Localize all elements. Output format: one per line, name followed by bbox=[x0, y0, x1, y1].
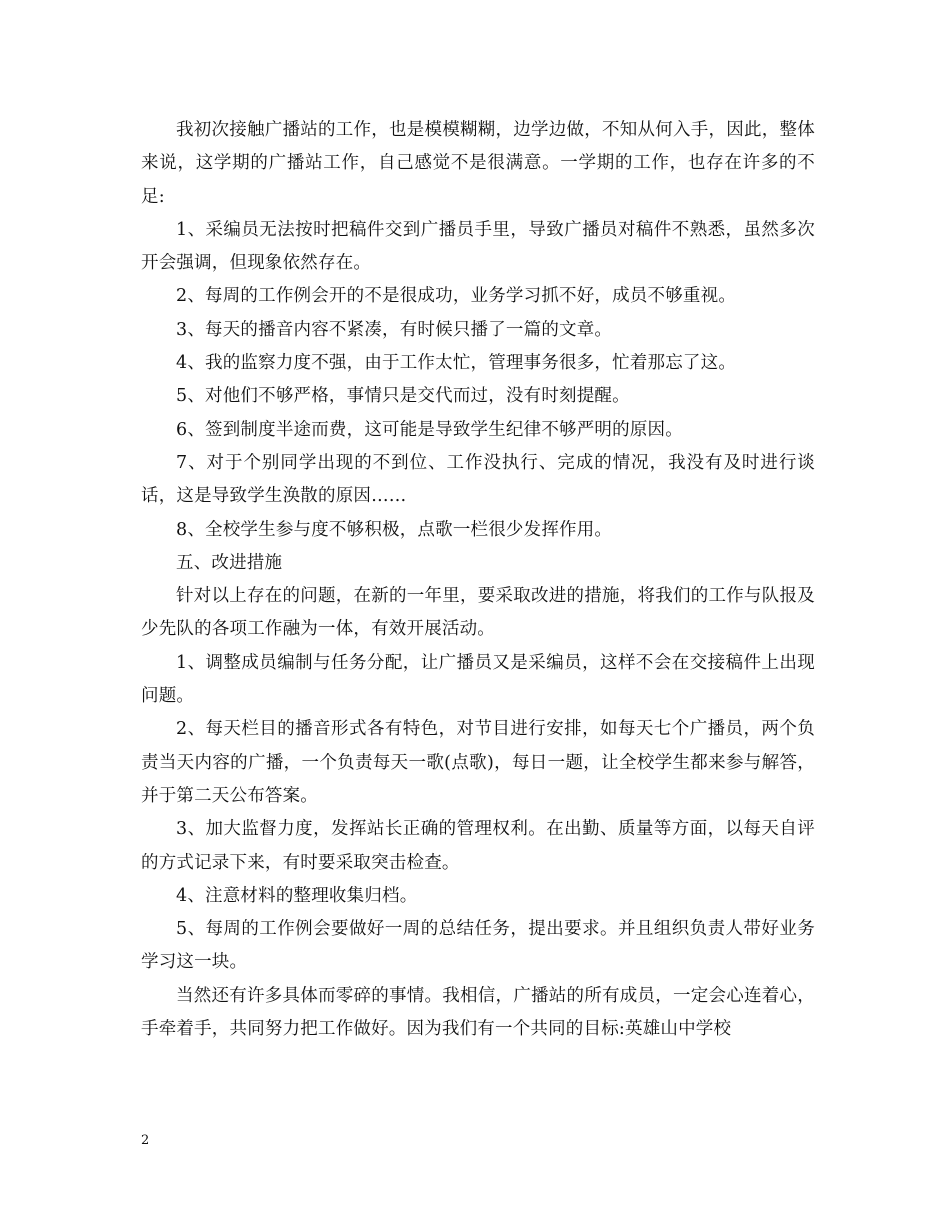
paragraph-measure-2: 2、每天栏目的播音形式各有特色，对节目进行安排，如每天七个广播员，两个负责当天内容的广播，一个负责每天一歌(点歌)，每日一题，让全校学生都来参与解答，并于第二天公布答案。 bbox=[141, 719, 815, 806]
section-heading-improvements: 五、改进措施 bbox=[176, 552, 283, 573]
paragraph-intro: 我初次接触广播站的工作，也是模模糊糊，边学边做，不知从何入手，因此，整体来说，这学期的广播站工作，自己感觉不是很满意。一学期的工作，也存在许多的不足: bbox=[141, 120, 815, 207]
paragraph-problem-5: 5、对他们不够严格，事情只是交代而过，没有时刻提醒。 bbox=[176, 386, 630, 407]
page-number: 2 bbox=[141, 1133, 150, 1148]
paragraph-problem-6: 6、签到制度半途而费，这可能是导致学生纪律不够严明的原因。 bbox=[176, 419, 683, 440]
paragraph-improvements-intro: 针对以上存在的问题，在新的一年里，要采取改进的措施，将我们的工作与队报及少先队的各项工作融为一体，有效开展活动。 bbox=[141, 586, 815, 640]
paragraph-problem-1: 1、采编员无法按时把稿件交到广播员手里，导致广播员对稿件不熟悉，虽然多次开会强调，但现象依然存在。 bbox=[141, 219, 815, 274]
paragraph-conclusion: 当然还有许多具体而零碎的事情。我相信，广播站的所有成员，一定会心连着心，手牵着手，共同努力把工作做好。因为我们有一个共同的目标:英雄山中学校 bbox=[141, 985, 815, 1040]
paragraph-measure-4: 4、注意材料的整理收集归档。 bbox=[176, 885, 418, 906]
paragraph-measure-3: 3、加大监督力度，发挥站长正确的管理权利。在出勤、质量等方面，以每天自评的方式记录下来，有时要采取突击检查。 bbox=[141, 819, 815, 873]
paragraph-problem-4: 4、我的监察力度不强，由于工作太忙，管理事务很多，忙着那忘了这。 bbox=[176, 353, 737, 374]
paragraph-measure-5: 5、每周的工作例会要做好一周的总结任务，提出要求。并且组织负责人带好业务学习这一块。 bbox=[141, 919, 815, 973]
paragraph-problem-8: 8、全校学生参与度不够积极，点歌一栏很少发挥作用。 bbox=[176, 519, 613, 540]
paragraph-problem-3: 3、每天的播音内容不紧凑，有时候只播了一篇的文章。 bbox=[176, 319, 613, 340]
paragraph-measure-1: 1、调整成员编制与任务分配，让广播员又是采编员，这样不会在交接稿件上出现问题。 bbox=[141, 652, 815, 707]
paragraph-problem-2: 2、每周的工作例会开的不是很成功，业务学习抓不好，成员不够重视。 bbox=[176, 286, 737, 307]
paragraph-problem-7: 7、对于个别同学出现的不到位、工作没执行、完成的情况，我没有及时进行谈话，这是导致学生涣散的原因…… bbox=[141, 452, 815, 507]
document-body bbox=[141, 114, 815, 1046]
